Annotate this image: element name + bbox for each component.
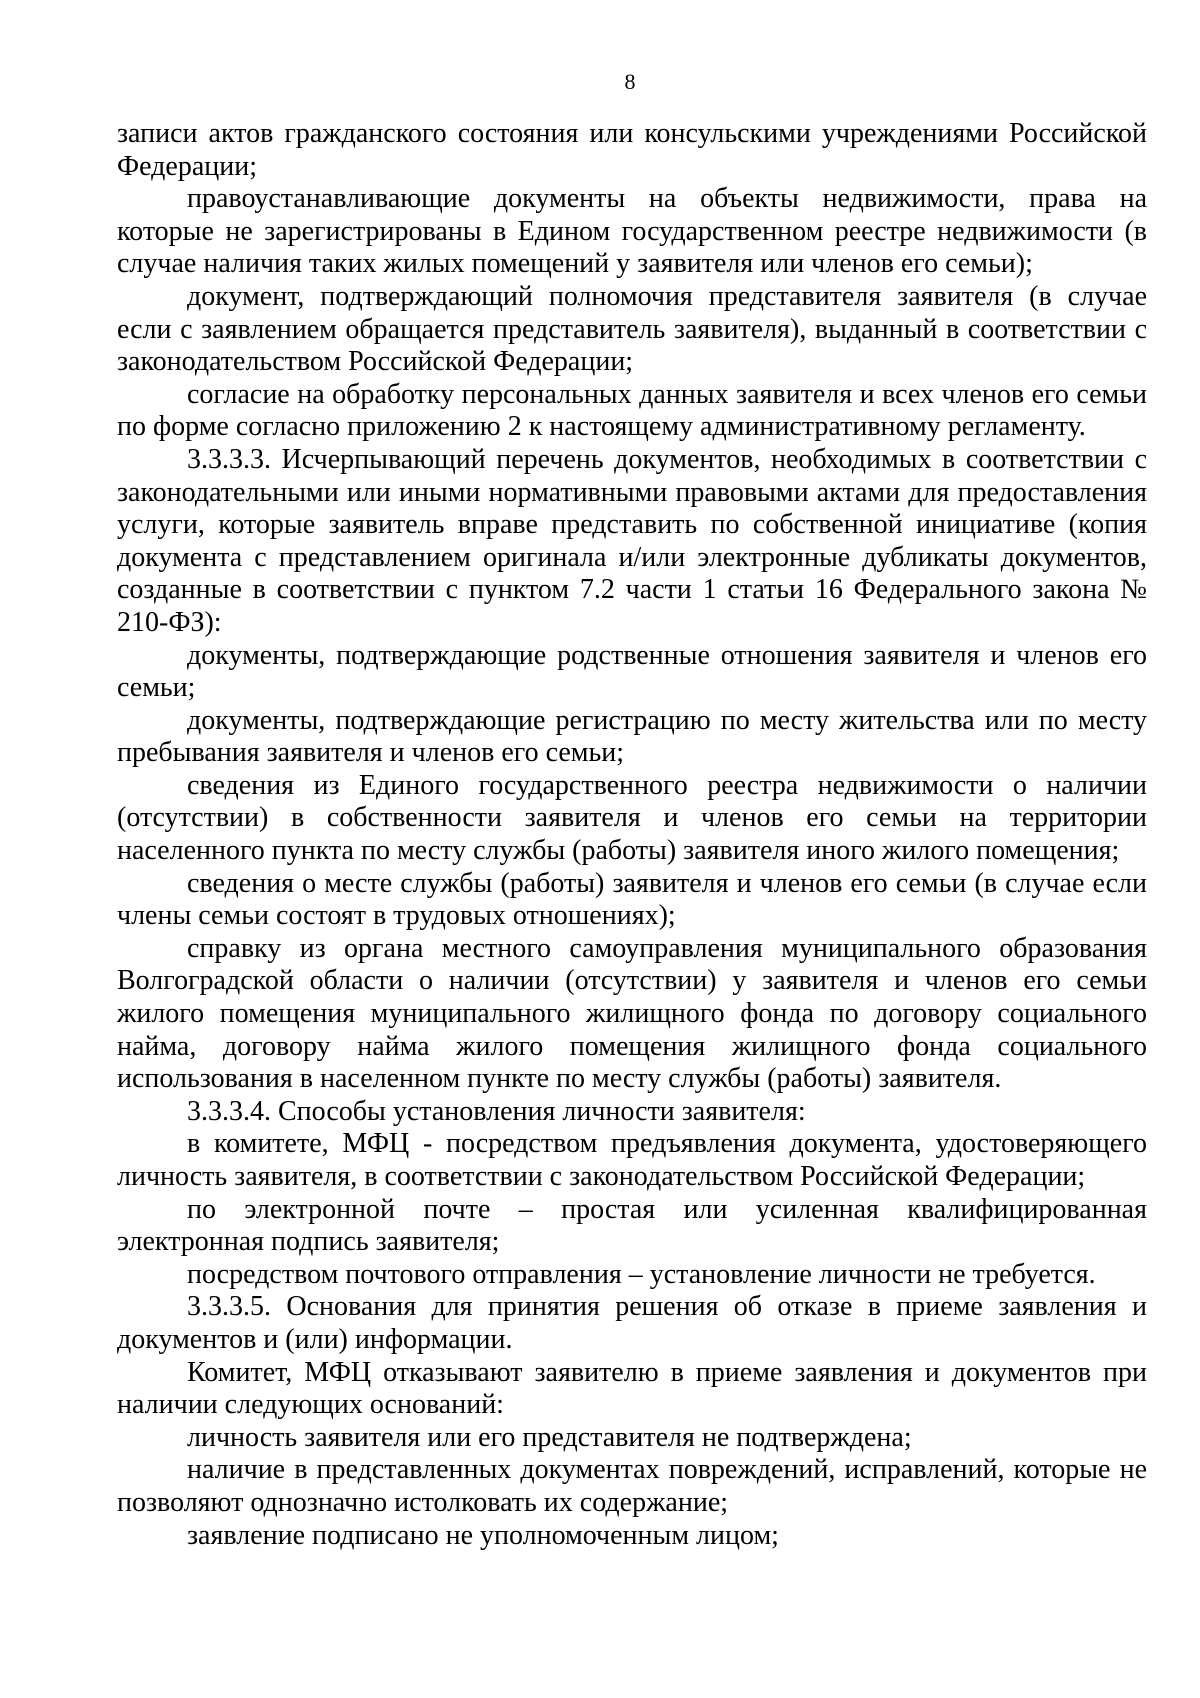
paragraph: 3.3.3.5. Основания для принятия решения об отказе в приеме заявления и документов и (или) информации. (117, 1291, 1147, 1355)
paragraph: записи актов гражданского состояния или консульскими учреждениями Российской Федерации; (117, 118, 1147, 182)
paragraph: наличие в представленных документах повреждений, исправлений, которые не позволяют однозначно истолковать их содержание; (117, 1454, 1147, 1518)
paragraph: согласие на обработку персональных данных заявителя и всех членов его семьи по форме согласно приложению 2 к настоящему административному регламенту. (117, 378, 1147, 443)
paragraph: посредством почтового отправления – установление личности не требуется. (187, 1258, 1096, 1290)
paragraph: документы, подтверждающие регистрацию по месту жительства или по месту пребывания заявителя и членов его семьи; (117, 704, 1147, 769)
document-body (117, 118, 1147, 1552)
paragraph: в комитете, МФЦ - посредством предъявления документа, удостоверяющего личность заявителя, в соответствии с законодательством Российской Федерации; (117, 1128, 1147, 1192)
paragraph: 3.3.3.3. Исчерпывающий перечень документов, необходимых в соответствии с законодательными или иными нормативными правовыми актами для предоставления услуги, которые заявитель вправе представить по собственной инициативе (копия документа с представлением оригинала и/или электронные дубликаты документов, созданные в соответствии с пунктом 7.2 части 1 статьи 16 Федерального закона № 210-ФЗ): (117, 443, 1147, 638)
paragraph: заявление подписано не уполномоченным лицом; (187, 1519, 779, 1551)
paragraph: личность заявителя или его представителя не подтверждена; (187, 1421, 912, 1453)
paragraph: Комитет, МФЦ отказывают заявителю в приеме заявления и документов при наличии следующих оснований: (117, 1356, 1147, 1421)
paragraph: правоустанавливающие документы на объекты недвижимости, права на которые не зарегистрированы в Едином государственном реестре недвижимости (в случае наличия таких жилых помещений у заявителя или членов его семьи); (117, 183, 1147, 280)
paragraph: справку из органа местного самоуправления муниципального образования Волгоградской области о наличии (отсутствии) у заявителя и членов его семьи жилого помещения муниципального жилищного фонда по договору социального найма, договору найма жилого помещения жилищного фонда социального использования в населенном пункте по месту службы (работы) заявителя. (117, 932, 1147, 1095)
paragraph: документ, подтверждающий полномочия представителя заявителя (в случае если с заявлением обращается представитель заявителя), выданный в соответствии с законодательством Российской Федерации; (117, 280, 1147, 378)
paragraph: по электронной почте – простая или усиленная квалифицированная электронная подпись заявителя; (117, 1193, 1147, 1258)
page-number: 8 (624, 69, 636, 94)
paragraph: документы, подтверждающие родственные отношения заявителя и членов его семьи; (117, 639, 1147, 704)
paragraph: 3.3.3.4. Способы установления личности заявителя: (187, 1095, 806, 1127)
paragraph: сведения из Единого государственного реестра недвижимости о наличии (отсутствии) в собственности заявителя и членов его семьи на территории населенного пункта по месту службы (работы) заявителя иного жилого помещения; (117, 769, 1147, 867)
paragraph: сведения о месте службы (работы) заявителя и членов его семьи (в случае если члены семьи состоят в трудовых отношениях); (117, 867, 1147, 932)
